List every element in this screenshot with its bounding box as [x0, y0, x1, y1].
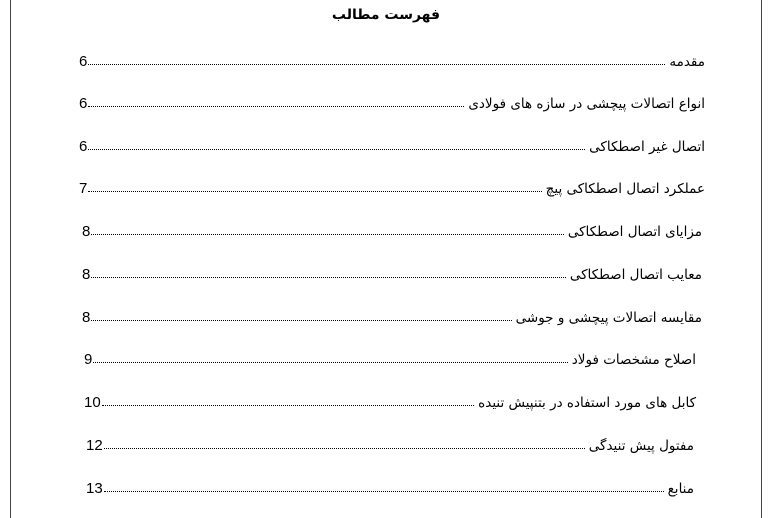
toc-page-number: 8 [82, 309, 91, 326]
toc-page-number: 6 [79, 95, 88, 112]
dot-leader [91, 277, 566, 278]
toc-entry-label: مزایای اتصال اصطکاکی [567, 224, 702, 240]
toc-entry[interactable] [79, 48, 705, 70]
toc-entry-label: معایب اتصال اصطکاکی [569, 267, 702, 283]
toc-page-number: 6 [79, 53, 88, 70]
toc-page-number: 8 [82, 223, 91, 240]
dot-leader [104, 491, 664, 492]
toc-entry[interactable] [82, 261, 702, 283]
toc-entry-label: اتصال غیر اصطکاکی [589, 139, 705, 155]
toc-entry[interactable] [86, 432, 694, 454]
dot-leader [91, 320, 511, 321]
dot-leader [104, 448, 585, 449]
toc-entry-label: کابل های مورد استفاده در بتنپیش تنیده [478, 395, 696, 411]
toc-page-number: 9 [84, 351, 93, 368]
toc-entry[interactable] [86, 475, 694, 497]
toc-entry[interactable] [79, 90, 705, 112]
toc-entry-label: مقدمه [669, 54, 705, 70]
toc-entry[interactable] [79, 175, 705, 197]
toc-entry-label: منابع [667, 481, 694, 497]
toc-entry[interactable] [82, 304, 702, 326]
dot-leader [88, 149, 585, 150]
toc-entry[interactable] [79, 133, 705, 155]
toc-page-number: 6 [79, 138, 88, 155]
dot-leader [88, 191, 541, 192]
toc-entry[interactable] [84, 346, 696, 368]
dot-leader [102, 405, 474, 406]
toc-entry-label: انواع اتصالات پیچشی در سازه های فولادی [468, 96, 705, 112]
toc-page-number: 12 [86, 437, 103, 454]
document-page [10, 0, 762, 518]
toc-page-number: 13 [86, 480, 103, 497]
toc-entry[interactable] [82, 218, 702, 240]
toc-page-number: 7 [79, 180, 88, 197]
toc-entry-label: مقایسه اتصالات پیچشی و جوشی [515, 310, 702, 326]
toc-entry-label: مفتول پیش تنیدگی [588, 438, 694, 454]
dot-leader [93, 362, 567, 363]
toc-entry-label: اصلاح مشخصات فولاد [571, 352, 696, 368]
toc-title: فهرست مطالب [331, 7, 441, 23]
toc-page-number: 8 [82, 266, 91, 283]
toc-entry-label: عملکرد اتصال اصطکاکی پیچ [545, 181, 705, 197]
dot-leader [91, 234, 564, 235]
toc-page-number: 10 [84, 394, 101, 411]
dot-leader [88, 64, 665, 65]
dot-leader [88, 106, 464, 107]
toc-entry[interactable] [84, 389, 696, 411]
